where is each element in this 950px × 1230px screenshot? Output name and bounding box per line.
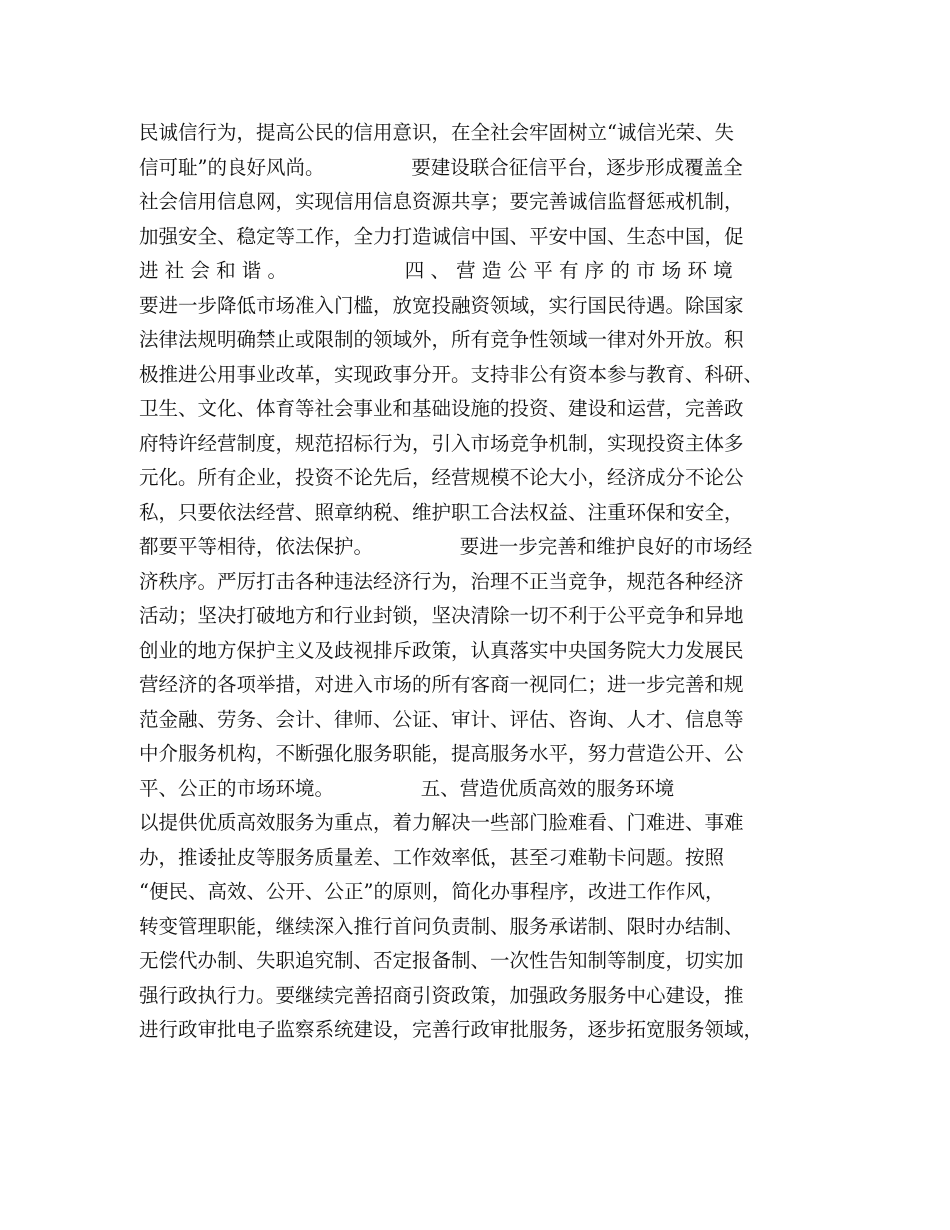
- text-line: 平、公正的市场环境。 五、营造优质高效的服务环境: [139, 776, 675, 800]
- text-line: 要进一步降低市场准入门槛，放宽投融资领域，实行国民待遇。除国家: [139, 293, 744, 317]
- text-line: 元化。所有企业，投资不论先后，经营规模不论大小，经济成分不论公: [139, 466, 744, 489]
- text-line: 范金融、劳务、会计、律师、公证、审计、评估、咨询、人才、信息等: [139, 707, 744, 731]
- text-line: 营经济的各项举措，对进入市场的所有客商一视同仁；进一步完善和规: [139, 673, 744, 696]
- text-line: 转变管理职能，继续深入推行首问负责制、服务承诺制、限时办结制、: [139, 914, 744, 938]
- text-line: 都要平等相待，依法保护。 要进一步完善和维护良好的市场经: [139, 535, 753, 558]
- text-line: 社会信用信息网，实现信用信息资源共享；要完善诚信监督惩戒机制，: [139, 190, 744, 213]
- text-line: 极推进公用事业改革，实现政事分开。支持非公有资本参与教育、科研、: [139, 362, 764, 386]
- text-line: 办，推诿扯皮等服务质量差、工作效率低，甚至刁难勒卡问题。按照: [139, 845, 725, 869]
- text-line: 信可耻”的良好风尚。 要建设联合征信平台，逐步形成覆盖全: [139, 155, 743, 179]
- text-line: 济秩序。严厉打击各种违法经济行为，治理不正当竞争，规范各种经济: [139, 569, 744, 593]
- text-line: 府特许经营制度，规范招标行为，引入市场竞争机制，实现投资主体多: [139, 431, 744, 455]
- text-line: 无偿代办制、失职追究制、否定报备制、一次性告知制等制度，切实加: [139, 949, 744, 972]
- body-text: [139, 116, 819, 1048]
- text-line: 以提供优质高效服务为重点，着力解决一些部门脸难看、门难进、事难: [139, 811, 744, 834]
- text-line: 加强安全、稳定等工作，全力打造诚信中国、平安中国、生态中国，促: [139, 224, 744, 248]
- text-line: 法律法规明确禁止或限制的领域外，所有竞争性领域一律对外开放。积: [139, 328, 744, 351]
- text-line: 进行政审批电子监察系统建设，完善行政审批服务，逐步拓宽服务领域，: [139, 1018, 764, 1041]
- text-line: 中介服务机构，不断强化服务职能，提高服务水平，努力营造公开、公: [139, 742, 744, 765]
- text-line: 私，只要依法经营、照章纳税、维护职工合法权益、注重环保和安全，: [139, 500, 744, 524]
- text-line: 活动；坚决打破地方和行业封锁，坚决清除一切不利于公平竞争和异地: [139, 604, 744, 627]
- text-line: 强行政执行力。要继续完善招商引资政策，加强政务服务中心建设，推: [139, 983, 744, 1007]
- text-line: 进 社 会 和 谐 。 四 、 营 造 公 平 有 序 的 市 场 环 境: [139, 259, 733, 282]
- text-line: 创业的地方保护主义及歧视排斥政策，认真落实中央国务院大力发展民: [139, 638, 744, 662]
- text-line: 卫生、文化、体育等社会事业和基础设施的投资、建设和运营，完善政: [139, 397, 744, 420]
- text-line: 民诚信行为，提高公民的信用意识，在全社会牢固树立“诚信光荣、失: [139, 121, 734, 144]
- text-line: “便民、高效、公开、公正”的原则，简化办事程序，改进工作作风，: [139, 880, 725, 903]
